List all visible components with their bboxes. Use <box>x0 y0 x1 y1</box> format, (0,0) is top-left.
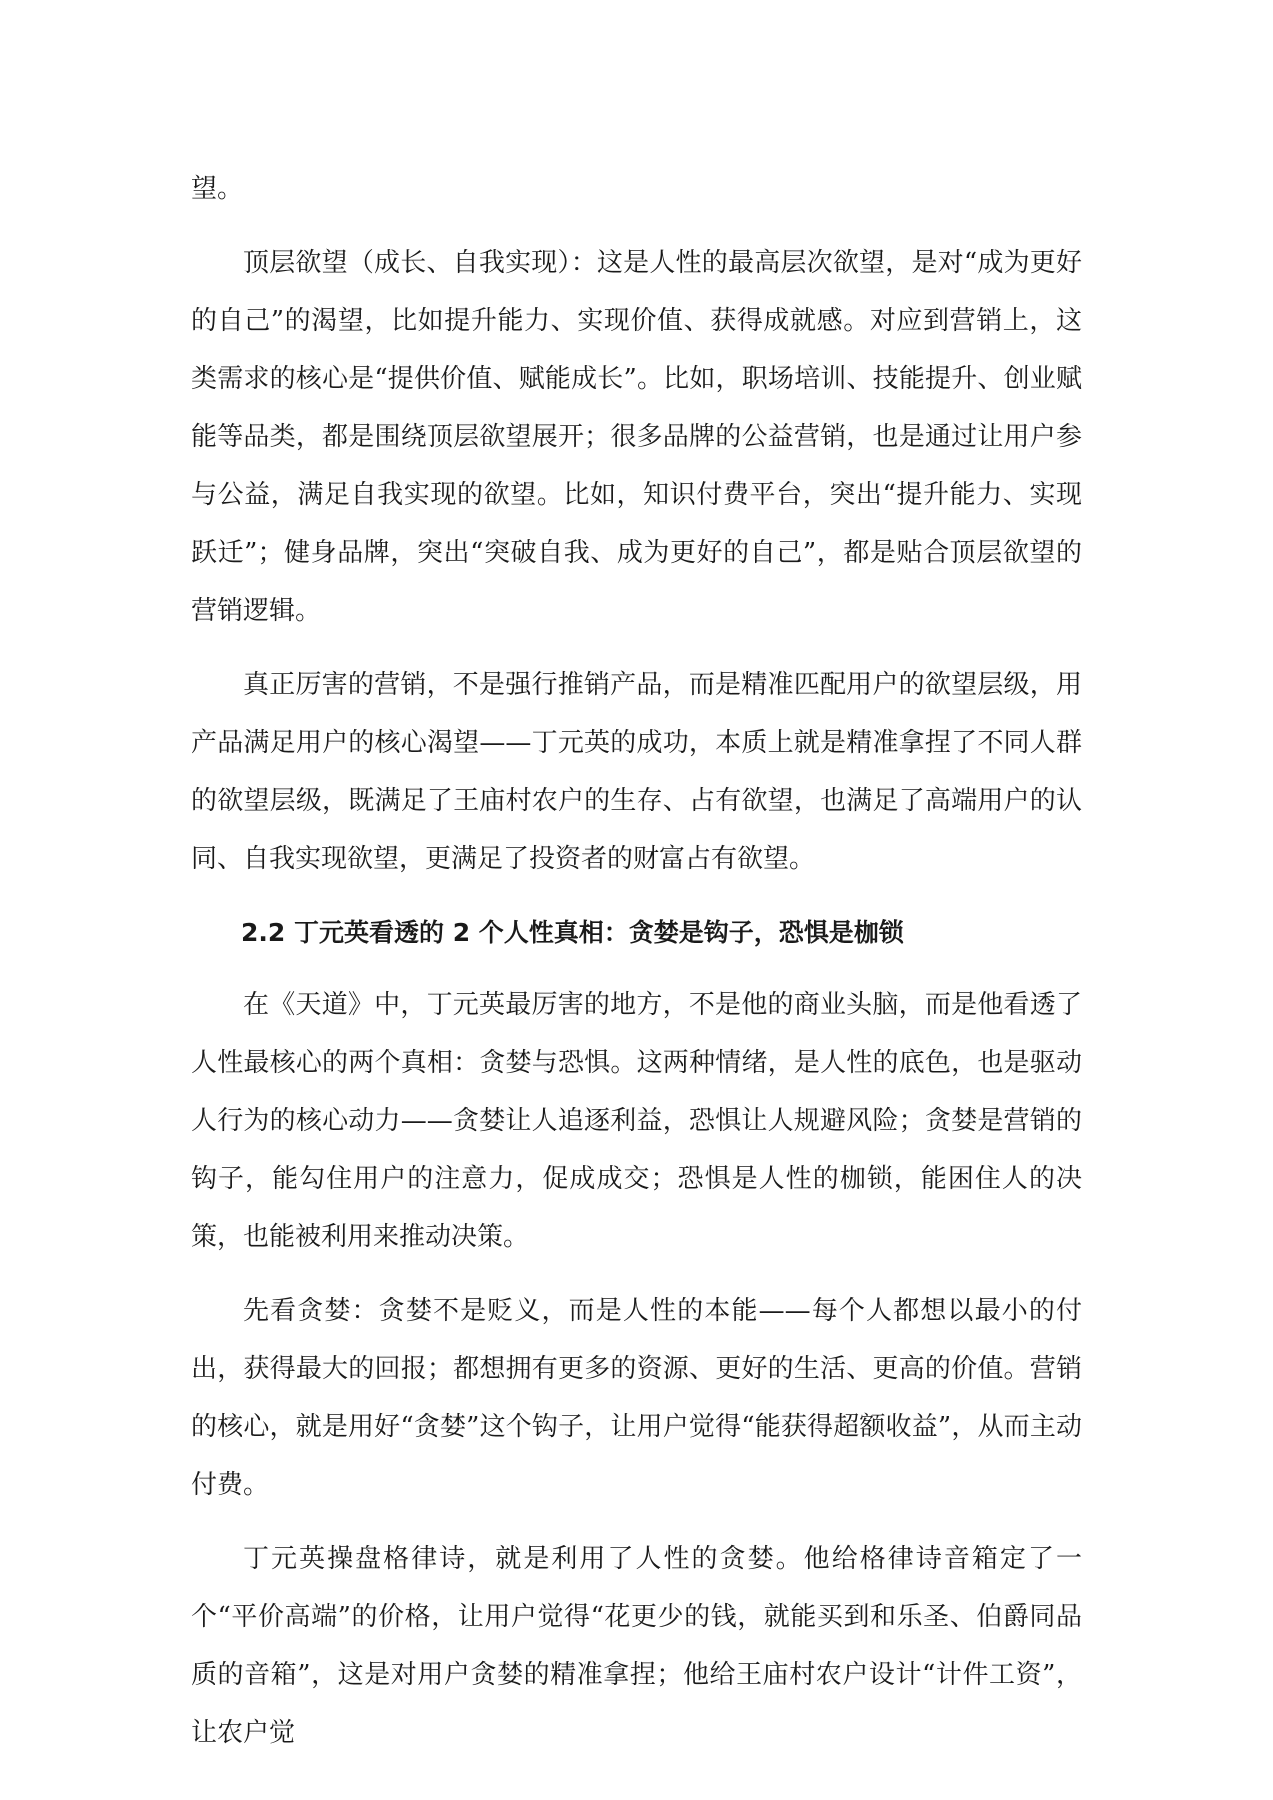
paragraph-continuation: 望。 <box>191 174 244 204</box>
paragraph-gelvshi-example: 丁元英操盘格律诗，就是利用了人性的贪婪。他给格律诗音箱定了一个“平价高端”的价格，让用户觉得“花更少的钱，就能买到和乐圣、伯爵同品质的音箱”，这是对用户贪婪的精准拿捏；他给王庙村农户设计“计件工资”，让农户觉 <box>191 1544 1082 1748</box>
document-body <box>191 160 1082 1778</box>
section-heading-2-2: 2.2 丁元英看透的 2 个人性真相：贪婪是钩子，恐惧是枷锁 <box>241 918 904 947</box>
paragraph-greed-and-fear: 在《天道》中，丁元英最厉害的地方，不是他的商业头脑，而是他看透了人性最核心的两个真相：贪婪与恐惧。这两种情绪，是人性的底色，也是驱动人行为的核心动力——贪婪让人追逐利益，恐惧让人规避风险；贪婪是营销的钩子，能勾住用户的注意力，促成成交；恐惧是人性的枷锁，能困住人的决策，也能被利用来推动决策。 <box>191 990 1082 1252</box>
paragraph-precise-matching: 真正厉害的营销，不是强行推销产品，而是精准匹配用户的欲望层级，用产品满足用户的核心渴望——丁元英的成功，本质上就是精准拿捏了不同人群的欲望层级，既满足了王庙村农户的生存、占有欲望，也满足了高端用户的认同、自我实现欲望，更满足了投资者的财富占有欲望。 <box>191 670 1082 874</box>
paragraph-greed: 先看贪婪：贪婪不是贬义，而是人性的本能——每个人都想以最小的付出，获得最大的回报；都想拥有更多的资源、更好的生活、更高的价值。营销的核心，就是用好“贪婪”这个钩子，让用户觉得“能获得超额收益”，从而主动付费。 <box>191 1296 1082 1500</box>
paragraph-top-level-desire: 顶层欲望（成长、自我实现）：这是人性的最高层次欲望，是对“成为更好的自己”的渴望，比如提升能力、实现价值、获得成就感。对应到营销上，这类需求的核心是“提供价值、赋能成长”。比如，职场培训、技能提升、创业赋能等品类，都是围绕顶层欲望展开；很多品牌的公益营销，也是通过让用户参与公益，满足自我实现的欲望。比如，知识付费平台，突出“提升能力、实现跃迁”；健身品牌，突出“突破自我、成为更好的自己”，都是贴合顶层欲望的营销逻辑。 <box>191 248 1082 626</box>
